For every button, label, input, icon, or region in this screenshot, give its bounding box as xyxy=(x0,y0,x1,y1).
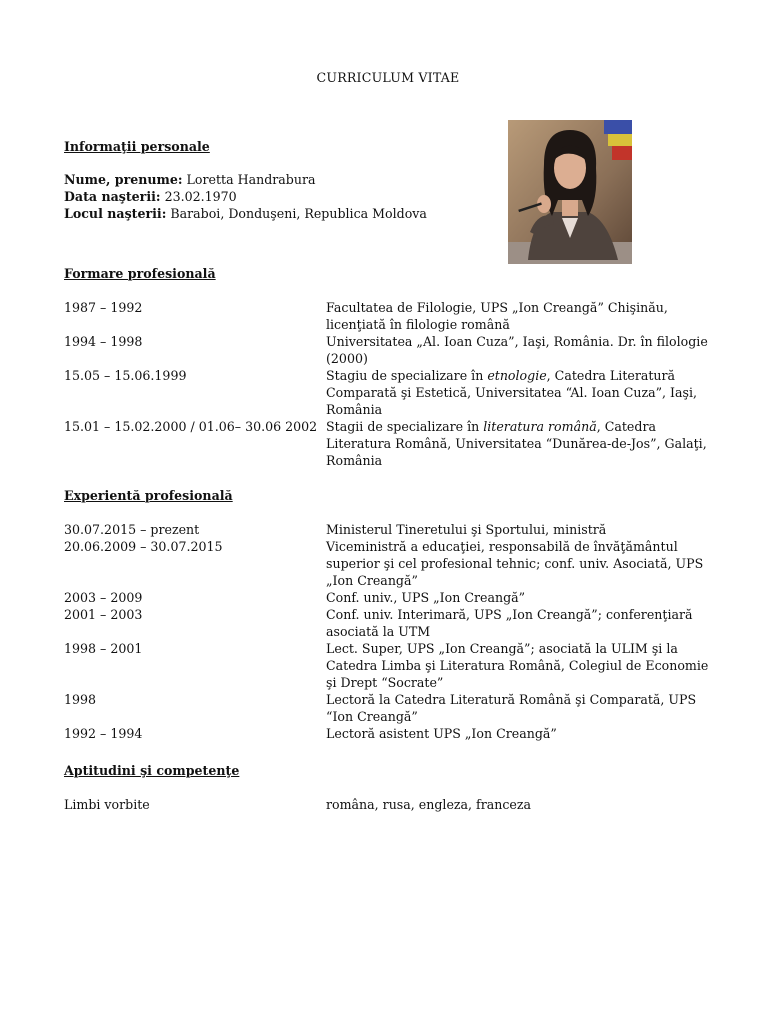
education-list xyxy=(64,299,724,469)
experience-description: Conf. univ., UPS „Ion Creangă” xyxy=(326,590,526,605)
description-text: , Catedra Literatura Română, Universitatea “Dunărea-de-Jos”, Galaţi, România xyxy=(326,419,707,468)
experience-row xyxy=(64,640,724,691)
education-description: Facultatea de Filologie, UPS „Ion Creangă” Chişinău, licenţiată în filologie română xyxy=(326,300,668,332)
experience-row xyxy=(64,725,724,742)
skills-heading: Aptitudini şi competenţe xyxy=(64,763,240,778)
profile-photo xyxy=(508,120,632,264)
description-emphasis: etnologie xyxy=(487,368,547,383)
experience-period: 1992 – 1994 xyxy=(64,726,143,741)
education-period: 1994 – 1998 xyxy=(64,334,143,349)
skills-row xyxy=(64,796,724,813)
birthdate-line xyxy=(64,188,427,205)
experience-period: 20.06.2009 – 30.07.2015 xyxy=(64,539,223,554)
birthplace-line xyxy=(64,205,427,222)
name-label: Nume, prenume: xyxy=(64,172,183,187)
experience-description: Ministerul Tineretului şi Sportului, ministră xyxy=(326,522,607,537)
personal-info xyxy=(64,171,427,222)
experience-description: Lect. Super, UPS „Ion Creangă”; asociată la ULIM şi la Catedra Limba şi Literatura Română, Colegiul de Economie şi Drept “Socrate” xyxy=(326,641,709,690)
education-period: 15.05 – 15.06.1999 xyxy=(64,368,187,383)
name-value: Loretta Handrabura xyxy=(186,172,316,187)
description-emphasis: literatura română xyxy=(483,419,597,434)
experience-period: 1998 xyxy=(64,692,97,707)
birthdate-value: 23.02.1970 xyxy=(164,189,237,204)
education-description xyxy=(326,418,722,469)
skills-value: româna, rusa, engleza, franceza xyxy=(326,797,531,812)
education-row xyxy=(64,299,724,333)
birthdate-label: Data naşterii: xyxy=(64,189,161,204)
experience-row xyxy=(64,521,724,538)
experience-row xyxy=(64,606,724,640)
education-heading: Formare profesională xyxy=(64,266,216,281)
experience-description: Conf. univ. Interimară, UPS „Ion Creangă”; conferenţiară asociată la UTM xyxy=(326,607,693,639)
description-text: , Catedra Literatură Comparată şi Estetică, Universitatea “Al. Ioan Cuza”, Iaşi, România xyxy=(326,368,698,417)
experience-row xyxy=(64,691,724,725)
page-title: CURRICULUM VITAE xyxy=(316,70,460,85)
experience-period: 2003 – 2009 xyxy=(64,590,143,605)
description-text: Stagii de specializare în xyxy=(326,419,484,434)
experience-list xyxy=(64,521,724,742)
experience-period: 2001 – 2003 xyxy=(64,607,143,622)
experience-row xyxy=(64,589,724,606)
name-line xyxy=(64,171,427,188)
birthplace-label: Locul naşterii: xyxy=(64,206,167,221)
education-description: Universitatea „Al. Ioan Cuza”, Iaşi, România. Dr. în filologie (2000) xyxy=(326,334,708,366)
experience-period: 1998 – 2001 xyxy=(64,641,143,656)
education-period: 15.01 – 15.02.2000 / 01.06– 30.06 2002 xyxy=(64,419,318,434)
experience-description: Viceministră a educaţiei, responsabilă de învăţământul superior şi cel profesional tehnic; conf. univ. Asociată, UPS „Ion Creangă” xyxy=(326,539,704,588)
education-row xyxy=(64,333,724,367)
experience-row xyxy=(64,538,724,589)
experience-description: Lectoră asistent UPS „Ion Creangă” xyxy=(326,726,557,741)
experience-heading: Experientă profesională xyxy=(64,488,233,503)
education-row xyxy=(64,418,724,469)
description-text: Stagiu de specializare în xyxy=(326,368,488,383)
skills-label: Limbi vorbite xyxy=(64,797,150,812)
education-description xyxy=(326,367,722,418)
birthplace-value: Baraboi, Donduşeni, Republica Moldova xyxy=(170,206,427,221)
personal-info-heading: Informaţii personale xyxy=(64,139,210,154)
experience-description: Lectoră la Catedra Literatură Română şi Comparată, UPS “Ion Creangă” xyxy=(326,692,697,724)
skills-list xyxy=(64,796,724,813)
experience-period: 30.07.2015 – prezent xyxy=(64,522,200,537)
education-row xyxy=(64,367,724,418)
education-period: 1987 – 1992 xyxy=(64,300,143,315)
